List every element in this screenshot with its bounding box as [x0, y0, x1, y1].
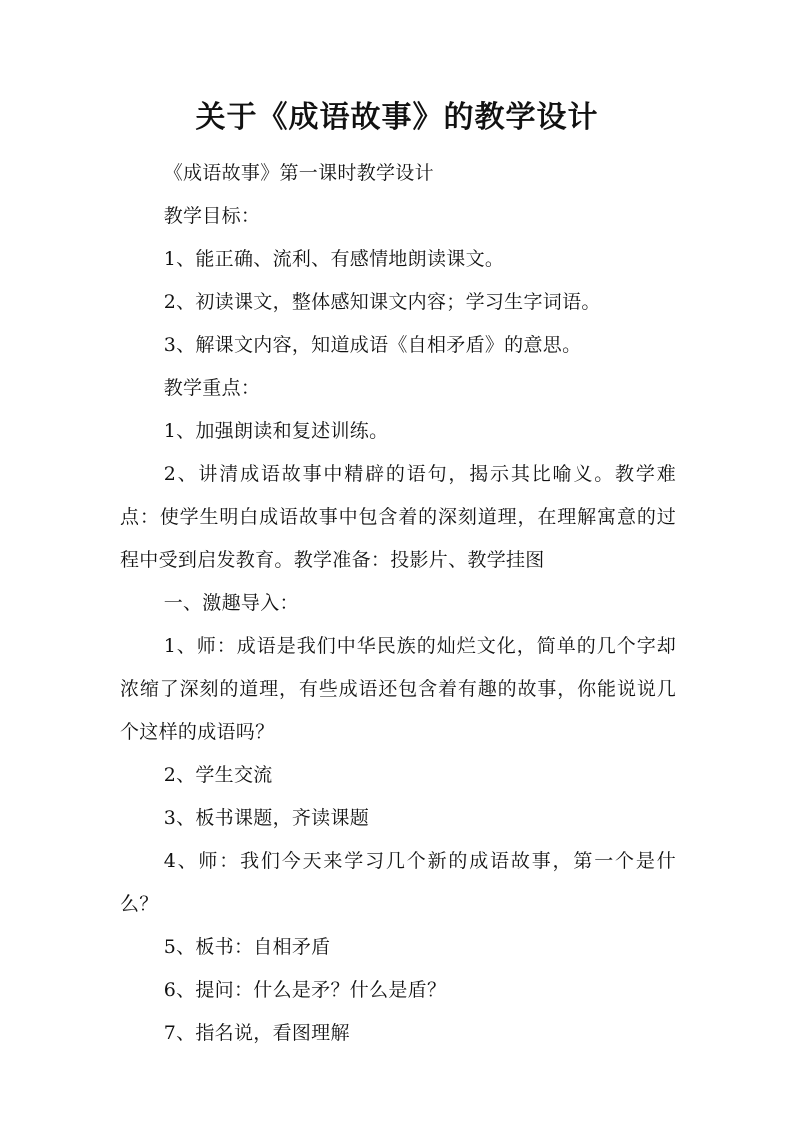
- paragraph-step-2: 2、学生交流: [163, 764, 273, 786]
- paragraph-step-5: 5、板书：自相矛盾: [163, 936, 331, 958]
- paragraph-keypoint-2: 2、讲清成语故事中精辟的语句，揭示其比喻义。教学难点：使学生明白成语故事中包含着的深刻道理，在理解寓意的过程中受到启发教育。教学准备：投影片、教学挂图: [120, 463, 676, 571]
- paragraph-step-7: 7、指名说，看图理解: [163, 1022, 350, 1044]
- paragraph-step-1: 1、师：成语是我们中华民族的灿烂文化，简单的几个字却浓缩了深刻的道理，有些成语还包含着有趣的故事，你能说说几个这样的成语吗？: [120, 635, 676, 743]
- document-body: [120, 152, 676, 1055]
- paragraph-objective-2: 2、初读课文，整体感知课文内容；学习生字词语。: [163, 291, 601, 313]
- paragraph-step-4: 4、师：我们今天来学习几个新的成语故事，第一个是什么？: [120, 850, 676, 915]
- paragraph-keypoint-1: 1、加强朗读和复述训练。: [163, 420, 389, 442]
- paragraph-objective-3: 3、解课文内容，知道成语《自相矛盾》的意思。: [163, 334, 582, 356]
- paragraph-step-6: 6、提问：什么是矛？什么是盾？: [163, 979, 447, 1001]
- paragraph-objective-1: 1、能正确、流利、有感情地朗读课文。: [163, 248, 505, 270]
- paragraph-keypoints-heading: 教学重点：: [163, 377, 261, 399]
- paragraph-section-intro: 一、激趣导入：: [163, 592, 299, 614]
- paragraph-step-3: 3、板书课题，齐读课题: [163, 807, 370, 829]
- paragraph-objectives-heading: 教学目标：: [163, 205, 261, 227]
- paragraph-lesson-heading: 《成语故事》第一课时教学设计: [163, 162, 434, 184]
- document-title: 关于《成语故事》的教学设计: [195, 100, 599, 135]
